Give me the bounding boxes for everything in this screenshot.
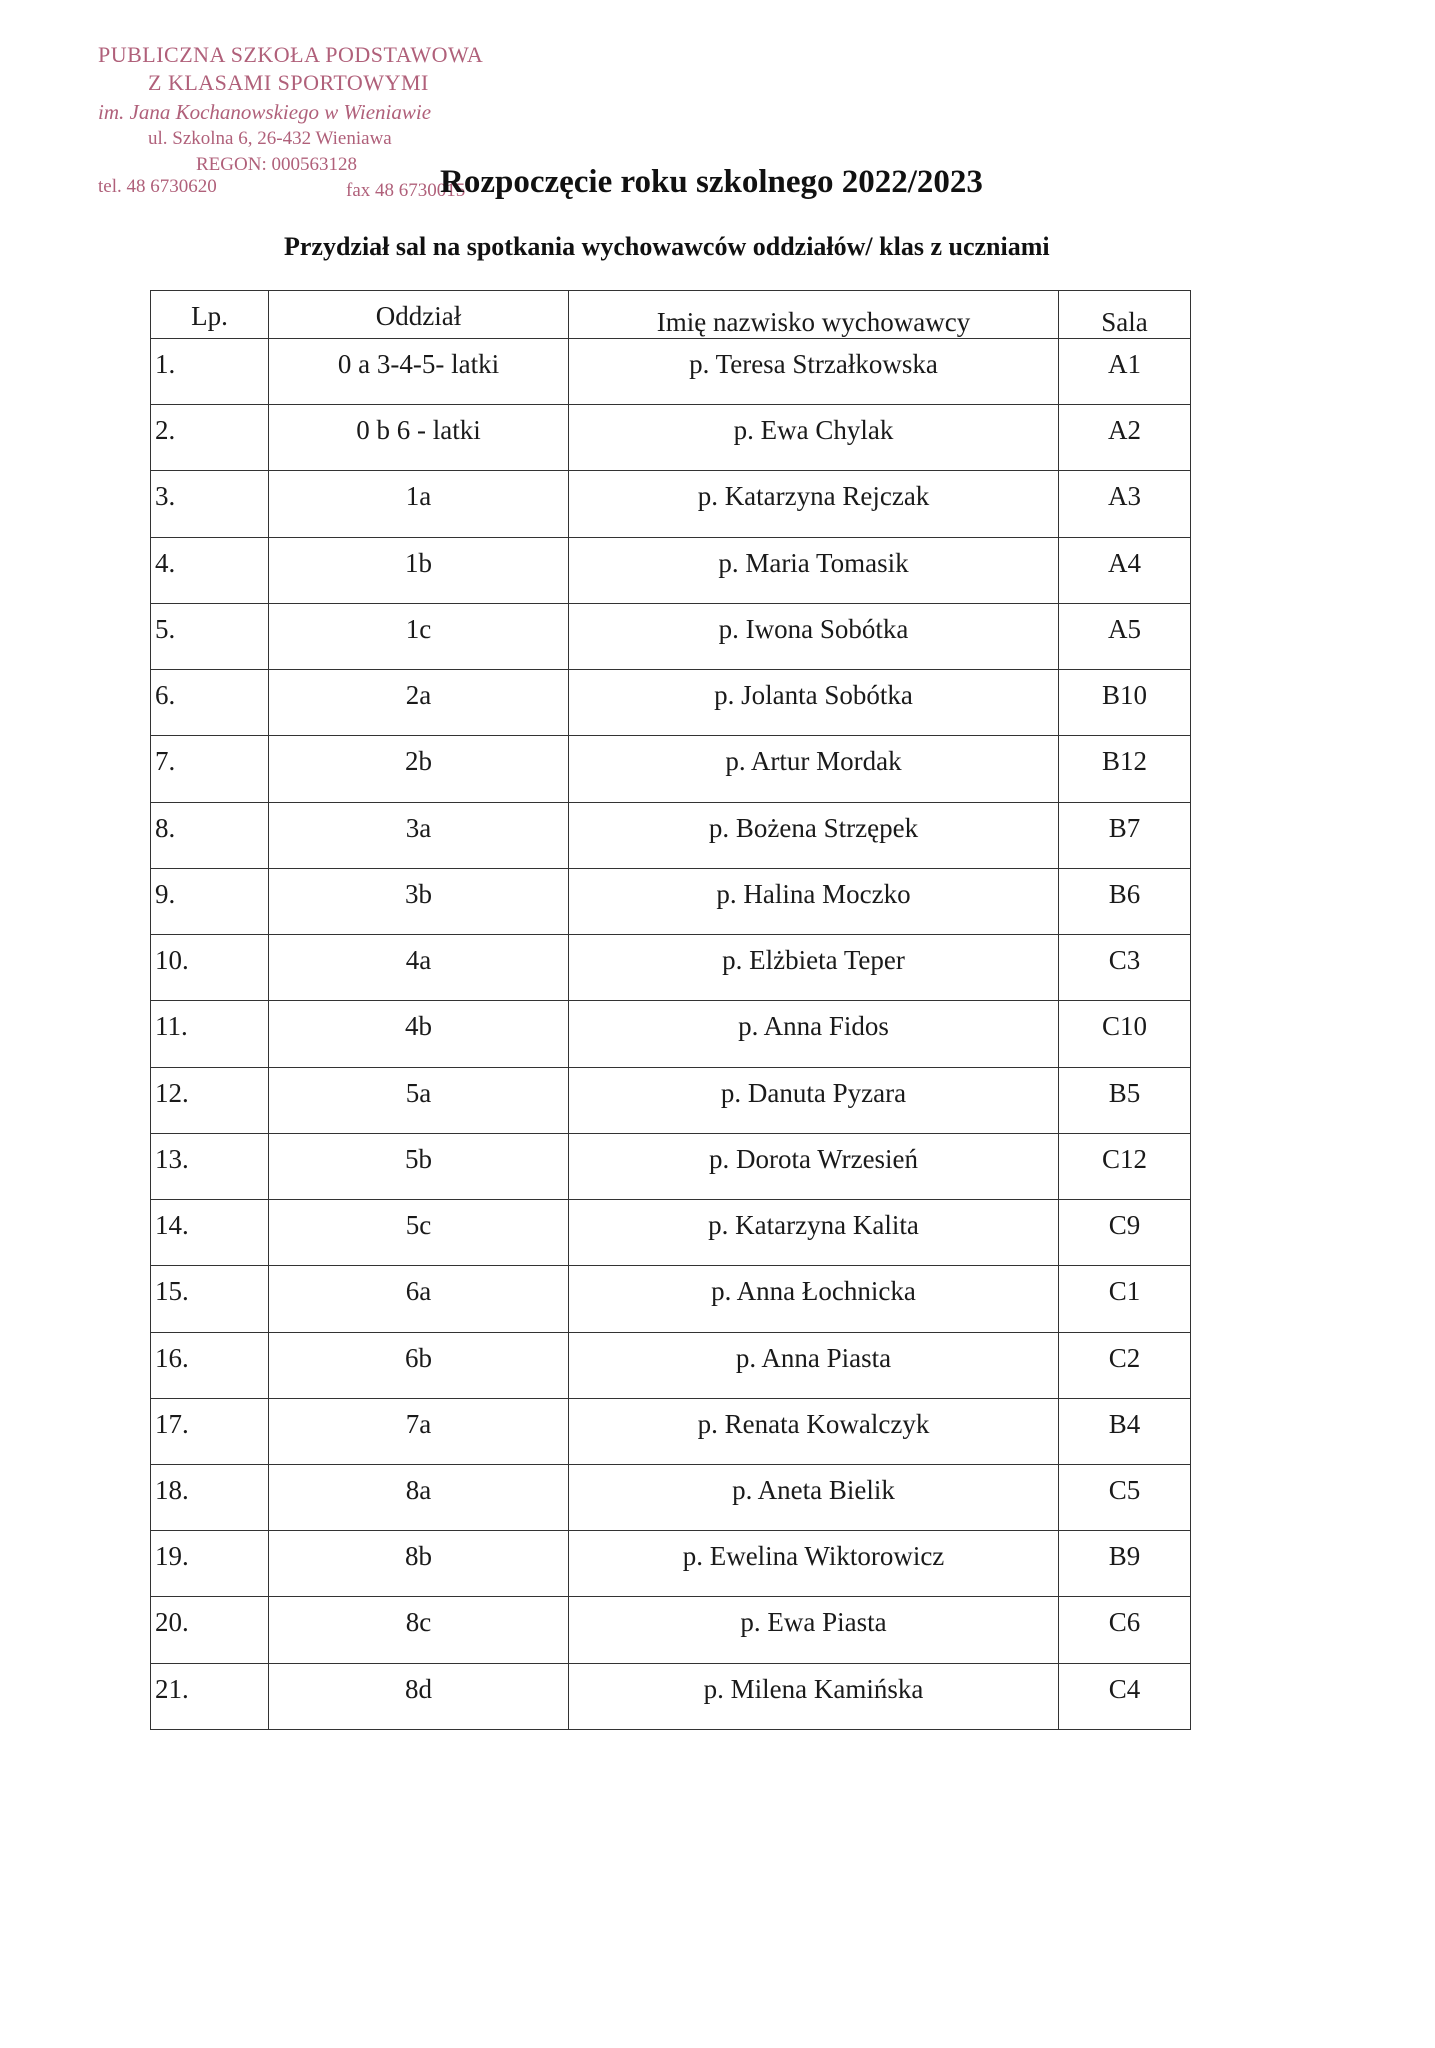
document-subtitle: Przydział sal na spotkania wychowawców oddziałów/ klas z uczniami [284, 232, 1050, 261]
row-wychowawca: p. Ewa Piasta [569, 1597, 1059, 1663]
row-lp: 11. [151, 1001, 269, 1067]
table-row [151, 1663, 1191, 1729]
row-wychowawca: p. Iwona Sobótka [569, 603, 1059, 669]
row-oddzial: 5b [269, 1133, 569, 1199]
row-wychowawca: p. Artur Mordak [569, 736, 1059, 802]
row-sala: B12 [1059, 736, 1191, 802]
table-row [151, 1531, 1191, 1597]
row-lp: 7. [151, 736, 269, 802]
row-sala: A2 [1059, 405, 1191, 471]
row-lp: 6. [151, 670, 269, 736]
table-row [151, 670, 1191, 736]
table-row [151, 1200, 1191, 1266]
table-row [151, 405, 1191, 471]
row-wychowawca: p. Ewa Chylak [569, 405, 1059, 471]
row-oddzial: 2b [269, 736, 569, 802]
table-row [151, 1266, 1191, 1332]
row-oddzial: 2a [269, 670, 569, 736]
row-lp: 19. [151, 1531, 269, 1597]
row-sala: C5 [1059, 1464, 1191, 1530]
row-wychowawca: p. Renata Kowalczyk [569, 1398, 1059, 1464]
document-title: Rozpoczęcie roku szkolnego 2022/2023 [440, 164, 983, 200]
row-wychowawca: p. Ewelina Wiktorowicz [569, 1531, 1059, 1597]
table-row [151, 603, 1191, 669]
row-wychowawca: p. Milena Kamińska [569, 1663, 1059, 1729]
row-oddzial: 0 b 6 - latki [269, 405, 569, 471]
row-wychowawca: p. Katarzyna Rejczak [569, 471, 1059, 537]
stamp-line-tel: tel. 48 6730620 [98, 176, 217, 197]
row-sala: B7 [1059, 802, 1191, 868]
row-oddzial: 8b [269, 1531, 569, 1597]
table-header-row [151, 291, 1191, 339]
table-row [151, 537, 1191, 603]
header-oddzial: Oddział [269, 291, 569, 339]
row-oddzial: 8c [269, 1597, 569, 1663]
table-row [151, 1398, 1191, 1464]
row-wychowawca: p. Dorota Wrzesień [569, 1133, 1059, 1199]
table-row [151, 736, 1191, 802]
row-wychowawca: p. Anna Piasta [569, 1332, 1059, 1398]
row-lp: 1. [151, 339, 269, 405]
row-wychowawca: p. Maria Tomasik [569, 537, 1059, 603]
row-oddzial: 0 a 3-4-5- latki [269, 339, 569, 405]
row-wychowawca: p. Katarzyna Kalita [569, 1200, 1059, 1266]
row-oddzial: 5c [269, 1200, 569, 1266]
table-row [151, 1332, 1191, 1398]
table-row [151, 471, 1191, 537]
row-oddzial: 8a [269, 1464, 569, 1530]
row-lp: 21. [151, 1663, 269, 1729]
row-oddzial: 6b [269, 1332, 569, 1398]
table-row [151, 935, 1191, 1001]
row-lp: 3. [151, 471, 269, 537]
stamp-line-regon: REGON: 000563128 [196, 154, 357, 175]
table-row [151, 339, 1191, 405]
row-wychowawca: p. Anna Fidos [569, 1001, 1059, 1067]
row-sala: C4 [1059, 1663, 1191, 1729]
row-oddzial: 3b [269, 868, 569, 934]
row-sala: C6 [1059, 1597, 1191, 1663]
table-row [151, 1001, 1191, 1067]
room-assignment-table [150, 290, 1191, 1730]
row-wychowawca: p. Teresa Strzałkowska [569, 339, 1059, 405]
table-row [151, 1597, 1191, 1663]
row-sala: A5 [1059, 603, 1191, 669]
row-sala: A1 [1059, 339, 1191, 405]
row-wychowawca: p. Anna Łochnicka [569, 1266, 1059, 1332]
row-sala: B6 [1059, 868, 1191, 934]
row-lp: 5. [151, 603, 269, 669]
row-sala: B9 [1059, 1531, 1191, 1597]
row-lp: 18. [151, 1464, 269, 1530]
row-lp: 12. [151, 1067, 269, 1133]
row-wychowawca: p. Halina Moczko [569, 868, 1059, 934]
row-lp: 8. [151, 802, 269, 868]
table-row [151, 1133, 1191, 1199]
row-sala: B10 [1059, 670, 1191, 736]
row-lp: 17. [151, 1398, 269, 1464]
row-oddzial: 4b [269, 1001, 569, 1067]
row-sala: B5 [1059, 1067, 1191, 1133]
row-oddzial: 1a [269, 471, 569, 537]
row-wychowawca: p. Jolanta Sobótka [569, 670, 1059, 736]
stamp-line-address: ul. Szkolna 6, 26-432 Wieniawa [148, 128, 392, 149]
row-oddzial: 7a [269, 1398, 569, 1464]
row-lp: 14. [151, 1200, 269, 1266]
row-sala: C3 [1059, 935, 1191, 1001]
row-sala: C2 [1059, 1332, 1191, 1398]
row-oddzial: 1c [269, 603, 569, 669]
row-sala: C9 [1059, 1200, 1191, 1266]
row-oddzial: 6a [269, 1266, 569, 1332]
stamp-line-fax: fax 48 6730015 [346, 180, 466, 201]
row-wychowawca: p. Aneta Bielik [569, 1464, 1059, 1530]
row-sala: C12 [1059, 1133, 1191, 1199]
stamp-line-classes: Z KLASAMI SPORTOWYMI [148, 70, 429, 95]
row-lp: 9. [151, 868, 269, 934]
row-oddzial: 3a [269, 802, 569, 868]
row-oddzial: 5a [269, 1067, 569, 1133]
row-lp: 2. [151, 405, 269, 471]
row-oddzial: 8d [269, 1663, 569, 1729]
header-sala: Sala [1059, 291, 1191, 339]
table-row [151, 868, 1191, 934]
row-sala: A3 [1059, 471, 1191, 537]
row-lp: 20. [151, 1597, 269, 1663]
row-wychowawca: p. Elżbieta Teper [569, 935, 1059, 1001]
row-lp: 10. [151, 935, 269, 1001]
row-lp: 16. [151, 1332, 269, 1398]
header-lp: Lp. [151, 291, 269, 339]
stamp-line-patron: im. Jana Kochanowskiego w Wieniawie [98, 100, 432, 124]
row-wychowawca: p. Danuta Pyzara [569, 1067, 1059, 1133]
table-row [151, 1067, 1191, 1133]
table-row [151, 802, 1191, 868]
row-oddzial: 1b [269, 537, 569, 603]
row-wychowawca: p. Bożena Strzępek [569, 802, 1059, 868]
table-row [151, 1464, 1191, 1530]
row-lp: 13. [151, 1133, 269, 1199]
row-lp: 4. [151, 537, 269, 603]
row-sala: B4 [1059, 1398, 1191, 1464]
row-oddzial: 4a [269, 935, 569, 1001]
row-sala: A4 [1059, 537, 1191, 603]
header-wychowawca: Imię nazwisko wychowawcy [569, 291, 1059, 339]
stamp-line-school-name: PUBLICZNA SZKOŁA PODSTAWOWA [98, 42, 484, 67]
row-sala: C10 [1059, 1001, 1191, 1067]
row-lp: 15. [151, 1266, 269, 1332]
row-sala: C1 [1059, 1266, 1191, 1332]
